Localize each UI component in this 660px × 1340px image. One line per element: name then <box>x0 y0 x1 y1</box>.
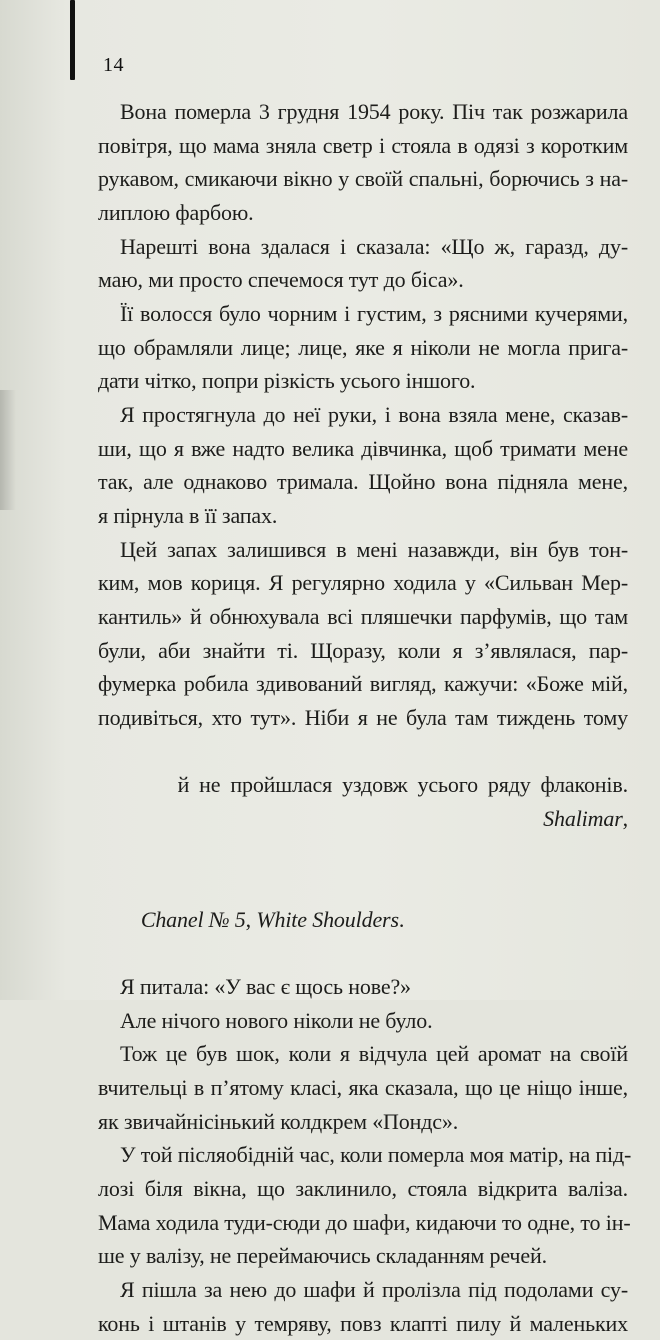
text-line: У той післяобідній час, коли померла моя матір, на під- <box>120 1142 632 1168</box>
text-line: кантиль» й обнюхувала всі пляшечки парфумів, що там <box>98 603 628 629</box>
paragraph-2 <box>98 230 628 297</box>
text-line: так, але однаково тримала. Щойно вона підняла мене, <box>98 469 628 495</box>
text-line: подивіться, хто тут». Ніби я не була там тиждень тому <box>98 704 628 730</box>
text-line-with-italic-brand <box>98 734 628 869</box>
text-line: повітря, що мама зняла светр і стояла в одязі з коротким <box>98 132 628 158</box>
text-line: Нарешті вона здалася і сказала: «Що ж, гаразд, ду- <box>120 233 628 259</box>
text-line: лозі біля вікна, що заклинило, стояла відкрита валіза. <box>98 1176 628 1201</box>
comma: , <box>245 906 257 932</box>
text-line: що обрамляли лице; лице, яке я ніколи не могла прига- <box>98 334 628 360</box>
text-line: Її волосся було чорним і густим, з рясними кучерями, <box>120 300 628 326</box>
paragraph-8 <box>98 1037 628 1138</box>
paragraph-5 <box>98 533 628 971</box>
comma: , <box>622 805 628 831</box>
paragraph-6 <box>98 970 628 1004</box>
paragraph-9 <box>98 1138 632 1273</box>
text-line: Я питала: «У вас є щось нове?» <box>120 974 411 1000</box>
text-line: ким, мов кориця. Я регулярно ходила у «Сильван Мер- <box>98 570 628 596</box>
text-line: Тож це був шок, коли я відчула цей аромат на своїй <box>120 1041 628 1067</box>
text-line: ше у валізу, не переймаючись складанням речей. <box>98 1243 547 1269</box>
book-text <box>98 95 632 1340</box>
text-line: ши, що я вже надто велика дівчинка, щоб тримати мене <box>98 435 628 461</box>
text-line: Я простягнула до неї руки, і вона взяла мене, сказав- <box>120 401 628 427</box>
brand-name: Chanel № 5 <box>140 906 246 932</box>
text-line: Цей запах залишився в мені назавжди, він був тон- <box>120 536 628 562</box>
paragraph-3 <box>98 297 628 398</box>
period: . <box>398 906 405 932</box>
text-line: фумерка робила здивований вигляд, кажучи: «Боже мій, <box>98 671 628 697</box>
text-line: липлою фарбою. <box>98 199 254 225</box>
paragraph-4 <box>98 398 628 533</box>
text-fragment: й не пройшлася уздовж усього ряду флаконів. <box>177 772 628 798</box>
text-line: Вона померла 3 грудня 1954 року. Піч так розжарила <box>120 99 628 124</box>
paragraph-10 <box>98 1273 628 1340</box>
brand-name: White Shoulders <box>256 906 399 932</box>
text-line: я пірнула в її запах. <box>98 502 278 528</box>
text-line: Але нічого нового ніколи не було. <box>120 1007 433 1033</box>
text-line: вчительці в п’ятому класі, яка сказала, що це ніщо інше, <box>98 1075 628 1101</box>
text-line: конь і штанів у темряву, повз клапті пилу й маленьких <box>98 1310 628 1336</box>
page-number: 14 <box>103 54 124 76</box>
text-line: дати чітко, попри різкість усього іншого. <box>98 368 476 394</box>
text-line-with-italic-brands <box>98 869 628 970</box>
text-line: як звичайнісінький колдкрем «Пондс». <box>98 1108 459 1134</box>
text-line: були, аби знайти ті. Щоразу, коли я з’являлася, пар- <box>98 637 628 663</box>
text-line: Мама ходила туди-сюди до шафи, кидаючи то одне, то ін- <box>98 1209 631 1235</box>
page-edge-mark <box>70 0 75 80</box>
paragraph-7 <box>98 1004 628 1038</box>
paragraph-1 <box>98 95 628 230</box>
text-line: рукавом, смикаючи вікно у своїй спальні, борючись з на- <box>98 166 628 192</box>
text-line: Я пішла за нею до шафи й пролізла під подолами су- <box>120 1276 628 1302</box>
text-line: маю, ми просто спечемося тут до біса». <box>98 267 464 293</box>
brand-name: Shalimar <box>543 805 623 831</box>
page-shadow <box>0 390 16 510</box>
